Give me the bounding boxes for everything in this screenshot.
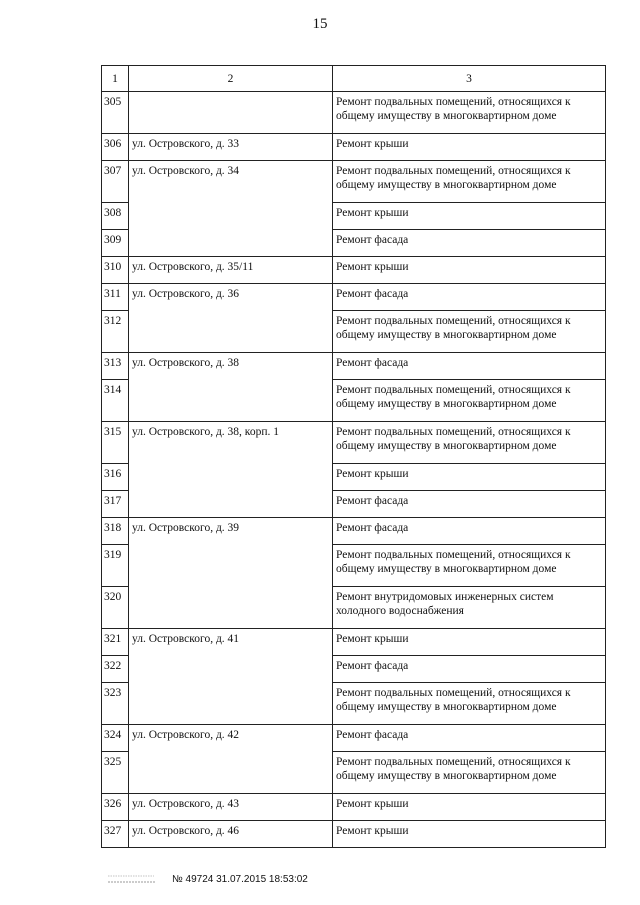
table-row bbox=[102, 161, 606, 203]
row-number-cell: 315 bbox=[102, 422, 129, 464]
work-type-cell: Ремонт крыши bbox=[333, 821, 606, 848]
table-row bbox=[102, 725, 606, 752]
row-number-cell: 326 bbox=[102, 794, 129, 821]
address-cell: ул. Островского, д. 35/11 bbox=[129, 257, 333, 284]
table-header-row bbox=[102, 66, 606, 92]
work-type-cell: Ремонт фасада bbox=[333, 491, 606, 518]
works-table bbox=[101, 65, 606, 848]
address-cell: ул. Островского, д. 39 bbox=[129, 518, 333, 629]
work-type-cell: Ремонт подвальных помещений, относящихся к общему имуществу в многоквартирном доме bbox=[333, 545, 606, 587]
row-number-cell: 314 bbox=[102, 380, 129, 422]
work-type-cell: Ремонт подвальных помещений, относящихся к общему имуществу в многоквартирном доме bbox=[333, 683, 606, 725]
work-type-cell: Ремонт крыши bbox=[333, 794, 606, 821]
header-col-2: 2 bbox=[129, 66, 333, 92]
address-cell: ул. Островского, д. 41 bbox=[129, 629, 333, 725]
address-cell: ул. Островского, д. 38, корп. 1 bbox=[129, 422, 333, 518]
work-type-cell: Ремонт внутридомовых инженерных систем холодного водоснабжения bbox=[333, 587, 606, 629]
row-number-cell: 318 bbox=[102, 518, 129, 545]
row-number-cell: 324 bbox=[102, 725, 129, 752]
work-type-cell: Ремонт подвальных помещений, относящихся к общему имуществу в многоквартирном доме bbox=[333, 380, 606, 422]
work-type-cell: Ремонт фасада bbox=[333, 656, 606, 683]
works-table-body bbox=[102, 66, 606, 848]
row-number-cell: 313 bbox=[102, 353, 129, 380]
address-cell bbox=[129, 92, 333, 134]
address-cell: ул. Островского, д. 42 bbox=[129, 725, 333, 794]
work-type-cell: Ремонт подвальных помещений, относящихся к общему имуществу в многоквартирном доме bbox=[333, 752, 606, 794]
table-row bbox=[102, 518, 606, 545]
row-number-cell: 312 bbox=[102, 311, 129, 353]
work-type-cell: Ремонт фасада bbox=[333, 518, 606, 545]
address-cell: ул. Островского, д. 43 bbox=[129, 794, 333, 821]
work-type-cell: Ремонт фасада bbox=[333, 725, 606, 752]
row-number-cell: 323 bbox=[102, 683, 129, 725]
row-number-cell: 319 bbox=[102, 545, 129, 587]
row-number-cell: 327 bbox=[102, 821, 129, 848]
work-type-cell: Ремонт фасада bbox=[333, 284, 606, 311]
work-type-cell: Ремонт крыши bbox=[333, 203, 606, 230]
table-row bbox=[102, 629, 606, 656]
header-col-3: 3 bbox=[333, 66, 606, 92]
address-cell: ул. Островского, д. 46 bbox=[129, 821, 333, 848]
row-number-cell: 317 bbox=[102, 491, 129, 518]
table-row bbox=[102, 353, 606, 380]
table-row bbox=[102, 821, 606, 848]
registration-number: № 49724 31.07.2015 18:53:02 bbox=[172, 874, 308, 885]
address-cell: ул. Островского, д. 38 bbox=[129, 353, 333, 422]
table-row bbox=[102, 92, 606, 134]
work-type-cell: Ремонт крыши bbox=[333, 464, 606, 491]
row-number-cell: 309 bbox=[102, 230, 129, 257]
scan-stamp-mark bbox=[108, 872, 158, 886]
row-number-cell: 322 bbox=[102, 656, 129, 683]
work-type-cell: Ремонт подвальных помещений, относящихся к общему имуществу в многоквартирном доме bbox=[333, 422, 606, 464]
row-number-cell: 316 bbox=[102, 464, 129, 491]
table-row bbox=[102, 284, 606, 311]
work-type-cell: Ремонт крыши bbox=[333, 134, 606, 161]
table-row bbox=[102, 134, 606, 161]
work-type-cell: Ремонт фасада bbox=[333, 353, 606, 380]
address-cell: ул. Островского, д. 34 bbox=[129, 161, 333, 257]
work-type-cell: Ремонт подвальных помещений, относящихся к общему имуществу в многоквартирном доме bbox=[333, 92, 606, 134]
row-number-cell: 320 bbox=[102, 587, 129, 629]
row-number-cell: 311 bbox=[102, 284, 129, 311]
work-type-cell: Ремонт крыши bbox=[333, 257, 606, 284]
address-cell: ул. Островского, д. 33 bbox=[129, 134, 333, 161]
address-cell: ул. Островского, д. 36 bbox=[129, 284, 333, 353]
row-number-cell: 321 bbox=[102, 629, 129, 656]
work-type-cell: Ремонт крыши bbox=[333, 629, 606, 656]
work-type-cell: Ремонт фасада bbox=[333, 230, 606, 257]
work-type-cell: Ремонт подвальных помещений, относящихся к общему имуществу в многоквартирном доме bbox=[333, 311, 606, 353]
table-row bbox=[102, 422, 606, 464]
table-row bbox=[102, 257, 606, 284]
table-row bbox=[102, 794, 606, 821]
row-number-cell: 310 bbox=[102, 257, 129, 284]
row-number-cell: 308 bbox=[102, 203, 129, 230]
row-number-cell: 325 bbox=[102, 752, 129, 794]
header-col-1: 1 bbox=[102, 66, 129, 92]
row-number-cell: 307 bbox=[102, 161, 129, 203]
row-number-cell: 306 bbox=[102, 134, 129, 161]
page-number: 15 bbox=[312, 16, 328, 32]
row-number-cell: 305 bbox=[102, 92, 129, 134]
work-type-cell: Ремонт подвальных помещений, относящихся к общему имуществу в многоквартирном доме bbox=[333, 161, 606, 203]
